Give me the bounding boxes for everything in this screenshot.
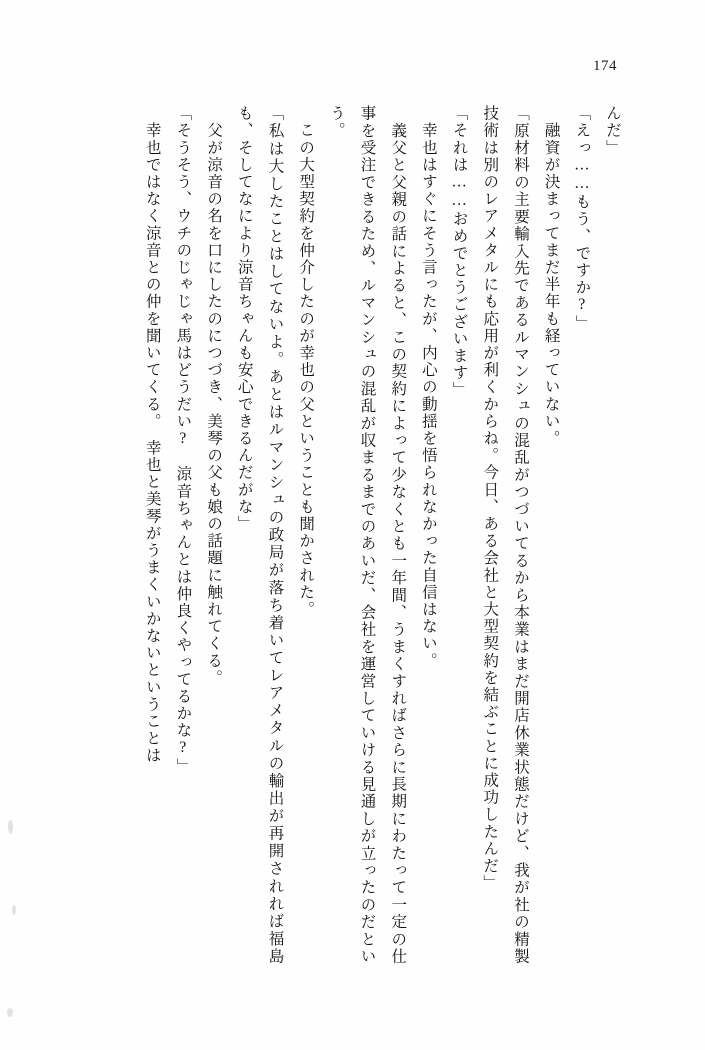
paragraph-9: 「私は大したことはしてないよ。あとはルマンシュの政局が落ち着いてレアメタルの輸出が再開されれば福島も、そしてなにより涼音ちゃんも安心できるんだがな」	[235, 105, 284, 965]
paragraph-8: この大型契約を仲介したのが幸也の父ということも聞かされた。	[297, 105, 315, 618]
paragraph-7: 義父と父親の話によると、この契約によって少なくとも一年間、うまくすればさらに長期にわたって一定の仕事を受注できるため、ルマンシュの混乱が収まるまでのあいだ、会社を運営していける見通しが立ったのだという。	[327, 105, 407, 965]
paragraph-5: 「それは……おめでとうございます」	[450, 105, 468, 399]
paragraph-3: 融資が決まってまだ半年も経っていない。	[542, 105, 560, 447]
smudge-mark	[7, 1008, 13, 1017]
page-number: 174	[593, 58, 617, 74]
paragraph-2: 「えっ……もう、ですか?」	[573, 105, 591, 332]
paragraph-4: 「原材料の主要輸入先であるルマンシュの混乱がつづいてるから本業はまだ開店休業状態だけど、我が社の精製技術は別のレアメタルにも応用が利くからね。今日、ある会社と大型契約を結ぶことに成功したんだ」	[481, 105, 529, 965]
paragraph-12: 幸也ではなく涼音との仲を聞いてくる。 幸也と美琴がうまくいかないということは	[143, 105, 161, 765]
paragraph-1: んだ」	[604, 105, 621, 157]
paragraph-10: 父が涼音の名を口にしたのにつづき、美琴の父も娘の話題に触れてくる。	[205, 105, 223, 687]
smudge-mark	[12, 905, 16, 915]
paragraph-11: 「そうそう、ウチのじゃじゃ馬はどうだい? 涼音ちゃんとは仲良くやってるかな?」	[174, 105, 192, 775]
body-text-vertical	[70, 105, 627, 965]
paragraph-6: 幸也はすぐにそう言ったが、内心の動揺を悟られなかった自信はない。	[419, 105, 437, 670]
smudge-mark	[8, 820, 13, 834]
